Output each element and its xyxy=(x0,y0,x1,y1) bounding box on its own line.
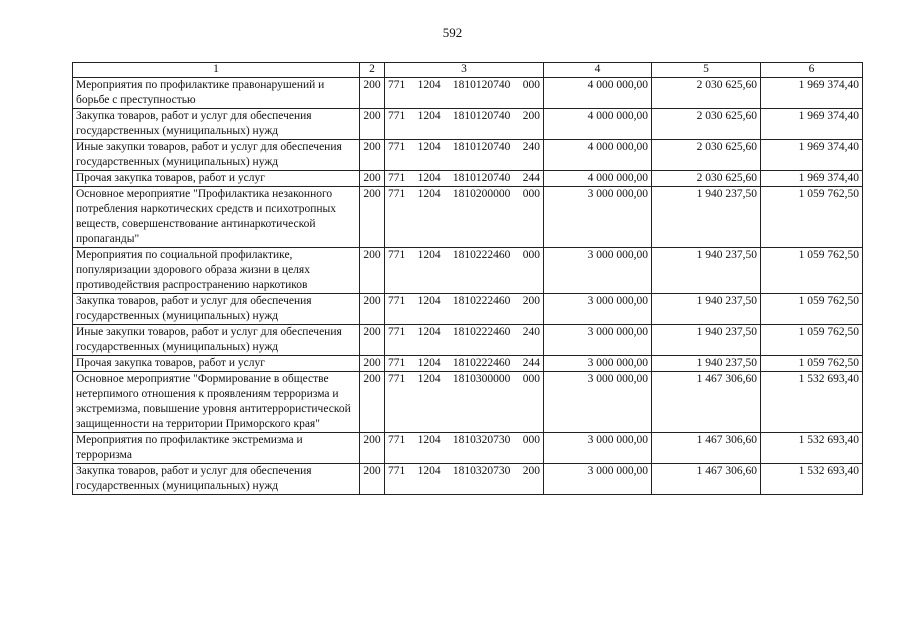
row-col4: 3 000 000,00 xyxy=(544,433,652,464)
code-section: 1204 xyxy=(417,465,441,477)
code-type: 200 xyxy=(522,110,540,122)
code-article: 1810120740 xyxy=(452,141,511,153)
row-col4: 3 000 000,00 xyxy=(544,248,652,294)
row-col2: 200 xyxy=(360,325,385,356)
row-name: Закупка товаров, работ и услуг для обеспечения государственных (муниципальных) нужд xyxy=(73,294,360,325)
row-col2: 200 xyxy=(360,464,385,495)
code-ministry: 771 xyxy=(388,141,406,153)
code-ministry: 771 xyxy=(388,295,406,307)
row-col6: 1 969 374,40 xyxy=(761,171,863,187)
code-section: 1204 xyxy=(417,141,441,153)
code-section: 1204 xyxy=(417,295,441,307)
table-header-row xyxy=(73,63,863,78)
row-col5: 1 467 306,60 xyxy=(652,433,761,464)
code-article: 1810120740 xyxy=(452,172,511,184)
code-ministry: 771 xyxy=(388,249,406,261)
row-budget-code xyxy=(385,372,544,433)
row-col2: 200 xyxy=(360,356,385,372)
code-section: 1204 xyxy=(417,326,441,338)
code-section: 1204 xyxy=(417,79,441,91)
code-section: 1204 xyxy=(417,188,441,200)
code-article: 1810222460 xyxy=(452,249,511,261)
row-budget-code xyxy=(385,356,544,372)
row-col2: 200 xyxy=(360,187,385,248)
table-row xyxy=(73,433,863,464)
row-name: Иные закупки товаров, работ и услуг для обеспечения государственных (муниципальных) нужд xyxy=(73,140,360,171)
row-col4: 3 000 000,00 xyxy=(544,187,652,248)
row-col5: 2 030 625,60 xyxy=(652,78,761,109)
row-col5: 1 940 237,50 xyxy=(652,248,761,294)
row-col4: 3 000 000,00 xyxy=(544,356,652,372)
row-budget-code xyxy=(385,187,544,248)
row-name: Прочая закупка товаров, работ и услуг xyxy=(73,356,360,372)
code-article: 1810222460 xyxy=(452,357,511,369)
header-col-2: 2 xyxy=(360,63,385,78)
row-col4: 3 000 000,00 xyxy=(544,325,652,356)
code-type: 244 xyxy=(522,357,540,369)
code-type: 200 xyxy=(522,465,540,477)
row-col2: 200 xyxy=(360,372,385,433)
table-row xyxy=(73,372,863,433)
row-col2: 200 xyxy=(360,248,385,294)
row-col2: 200 xyxy=(360,140,385,171)
header-col-6: 6 xyxy=(761,63,863,78)
row-col4: 4 000 000,00 xyxy=(544,109,652,140)
row-col5: 1 940 237,50 xyxy=(652,356,761,372)
row-col6: 1 969 374,40 xyxy=(761,78,863,109)
row-col5: 2 030 625,60 xyxy=(652,171,761,187)
row-col4: 4 000 000,00 xyxy=(544,171,652,187)
row-name: Мероприятия по социальной профилактике, популяризации здорового образа жизни в целях противодействия распространению наркотиков xyxy=(73,248,360,294)
code-type: 000 xyxy=(522,79,540,91)
code-article: 1810120740 xyxy=(452,110,511,122)
row-budget-code xyxy=(385,109,544,140)
row-budget-code xyxy=(385,171,544,187)
table-row xyxy=(73,325,863,356)
row-budget-code xyxy=(385,294,544,325)
code-type: 240 xyxy=(522,141,540,153)
code-ministry: 771 xyxy=(388,188,406,200)
header-col-3: 3 xyxy=(385,63,544,78)
row-col6: 1 532 693,40 xyxy=(761,464,863,495)
table-row xyxy=(73,78,863,109)
code-ministry: 771 xyxy=(388,373,406,385)
row-col6: 1 059 762,50 xyxy=(761,187,863,248)
row-col4: 4 000 000,00 xyxy=(544,78,652,109)
row-col5: 1 940 237,50 xyxy=(652,294,761,325)
row-col2: 200 xyxy=(360,433,385,464)
row-budget-code xyxy=(385,464,544,495)
row-col5: 1 467 306,60 xyxy=(652,464,761,495)
code-type: 000 xyxy=(522,434,540,446)
row-name: Основное мероприятие "Формирование в обществе нетерпимого отношения к проявлениям терроризма и экстремизма, повышение уровня антитеррористической защищенности на территории Приморского края" xyxy=(73,372,360,433)
code-article: 1810120740 xyxy=(452,79,511,91)
row-col5: 2 030 625,60 xyxy=(652,109,761,140)
row-name: Закупка товаров, работ и услуг для обеспечения государственных (муниципальных) нужд xyxy=(73,464,360,495)
row-col6: 1 059 762,50 xyxy=(761,356,863,372)
code-ministry: 771 xyxy=(388,434,406,446)
row-name: Иные закупки товаров, работ и услуг для обеспечения государственных (муниципальных) нужд xyxy=(73,325,360,356)
code-section: 1204 xyxy=(417,110,441,122)
row-col4: 3 000 000,00 xyxy=(544,294,652,325)
code-section: 1204 xyxy=(417,172,441,184)
code-section: 1204 xyxy=(417,357,441,369)
table-row xyxy=(73,187,863,248)
code-ministry: 771 xyxy=(388,465,406,477)
code-type: 200 xyxy=(522,295,540,307)
code-ministry: 771 xyxy=(388,326,406,338)
row-name: Мероприятия по профилактике правонарушений и борьбе с преступностью xyxy=(73,78,360,109)
code-article: 1810300000 xyxy=(452,373,511,385)
row-col6: 1 059 762,50 xyxy=(761,325,863,356)
code-article: 1810320730 xyxy=(452,434,511,446)
row-col4: 3 000 000,00 xyxy=(544,372,652,433)
row-budget-code xyxy=(385,78,544,109)
header-col-1: 1 xyxy=(73,63,360,78)
code-type: 240 xyxy=(522,326,540,338)
code-article: 1810222460 xyxy=(452,326,511,338)
code-ministry: 771 xyxy=(388,172,406,184)
code-type: 244 xyxy=(522,172,540,184)
code-article: 1810222460 xyxy=(452,295,511,307)
code-section: 1204 xyxy=(417,373,441,385)
code-type: 000 xyxy=(522,188,540,200)
code-type: 000 xyxy=(522,373,540,385)
table-row xyxy=(73,294,863,325)
row-col5: 1 467 306,60 xyxy=(652,372,761,433)
table-row xyxy=(73,140,863,171)
row-col2: 200 xyxy=(360,294,385,325)
row-col4: 4 000 000,00 xyxy=(544,140,652,171)
row-name: Основное мероприятие "Профилактика незаконного потребления наркотических средств и психотропных веществ, совершенствование антинаркотической пропаганды" xyxy=(73,187,360,248)
header-col-5: 5 xyxy=(652,63,761,78)
code-ministry: 771 xyxy=(388,110,406,122)
code-type: 000 xyxy=(522,249,540,261)
table-row xyxy=(73,356,863,372)
row-col5: 1 940 237,50 xyxy=(652,187,761,248)
row-budget-code xyxy=(385,248,544,294)
table-row xyxy=(73,248,863,294)
row-name: Мероприятия по профилактике экстремизма и терроризма xyxy=(73,433,360,464)
code-article: 1810200000 xyxy=(452,188,511,200)
row-col5: 1 940 237,50 xyxy=(652,325,761,356)
row-col2: 200 xyxy=(360,78,385,109)
row-name: Прочая закупка товаров, работ и услуг xyxy=(73,171,360,187)
row-col6: 1 059 762,50 xyxy=(761,248,863,294)
code-ministry: 771 xyxy=(388,79,406,91)
row-col6: 1 532 693,40 xyxy=(761,433,863,464)
table-row xyxy=(73,464,863,495)
row-col6: 1 059 762,50 xyxy=(761,294,863,325)
row-col6: 1 969 374,40 xyxy=(761,109,863,140)
budget-table xyxy=(72,62,863,495)
row-budget-code xyxy=(385,433,544,464)
row-col6: 1 969 374,40 xyxy=(761,140,863,171)
row-col2: 200 xyxy=(360,171,385,187)
code-section: 1204 xyxy=(417,434,441,446)
row-name: Закупка товаров, работ и услуг для обеспечения государственных (муниципальных) нужд xyxy=(73,109,360,140)
code-section: 1204 xyxy=(417,249,441,261)
row-budget-code xyxy=(385,140,544,171)
row-col2: 200 xyxy=(360,109,385,140)
code-ministry: 771 xyxy=(388,357,406,369)
page-number: 592 xyxy=(442,25,463,40)
header-col-4: 4 xyxy=(544,63,652,78)
row-col5: 2 030 625,60 xyxy=(652,140,761,171)
row-col6: 1 532 693,40 xyxy=(761,372,863,433)
code-article: 1810320730 xyxy=(452,465,511,477)
row-col4: 3 000 000,00 xyxy=(544,464,652,495)
table-row xyxy=(73,171,863,187)
row-budget-code xyxy=(385,325,544,356)
table-body xyxy=(73,78,863,495)
table-row xyxy=(73,109,863,140)
